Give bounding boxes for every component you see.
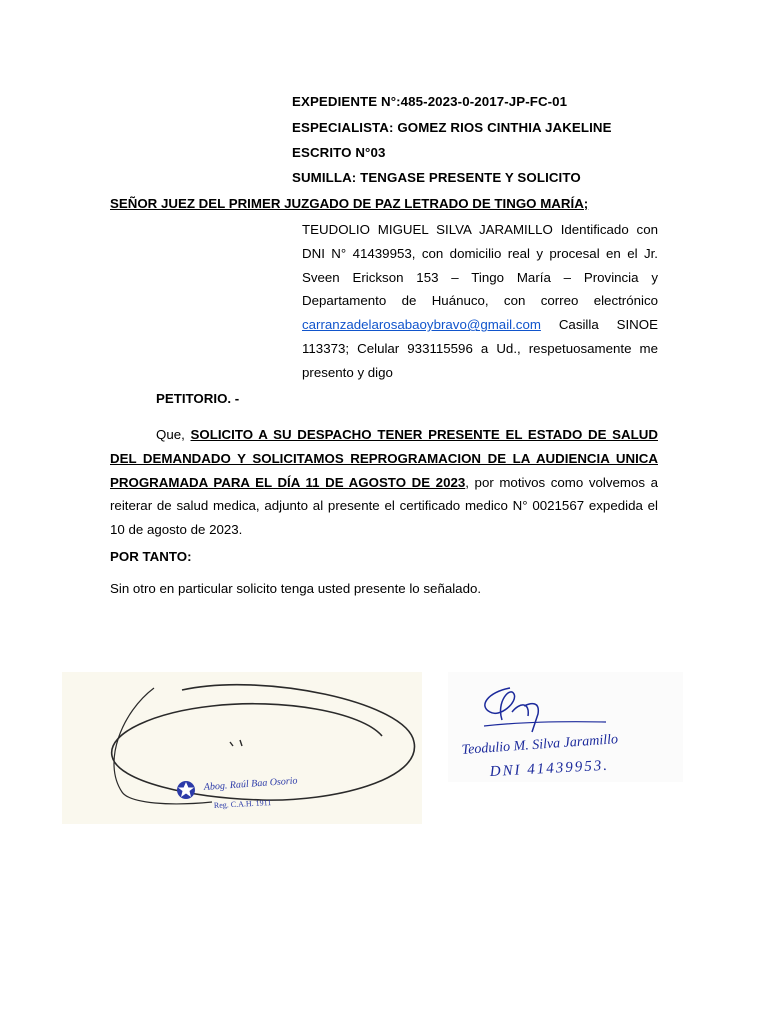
petition-lead: Que, <box>156 427 191 442</box>
signature-dots <box>230 740 242 746</box>
stamp-registration: Reg. C.A.H. 1911 <box>213 798 272 810</box>
stamp-name: Abog. Raúl Baa Osorio <box>203 775 298 793</box>
addressee-line: SEÑOR JUEZ DEL PRIMER JUZGADO DE PAZ LETRADO DE TINGO MARÍA; <box>110 196 589 211</box>
lawyer-signature-image <box>62 672 422 824</box>
closing-sentence: Sin otro en particular solicito tenga usted presente lo señalado. <box>110 581 482 596</box>
intro-text-before: TEUDOLIO MIGUEL SILVA JARAMILLO Identificado con DNI N° 41439953, con domicilio real y procesal en el Jr. Sveen Erickson 153 – Tingo María – Provincia y Departamento de Huánuco, con correo electrónico <box>302 222 658 309</box>
lawyer-signature-block <box>62 672 422 824</box>
client-signature-block <box>448 672 683 782</box>
seal-star-icon <box>177 781 195 799</box>
signature-underline <box>484 722 606 726</box>
intro-paragraph <box>302 218 658 385</box>
case-number: EXPEDIENTE N°:485-2023-0-2017-JP-FC-01 <box>292 94 568 109</box>
email-link[interactable]: carranzadelarosabaoybravo@gmail.com <box>302 317 541 333</box>
writ-number: ESCRITO N°03 <box>292 145 386 160</box>
client-handwritten-dni: DNI 41439953. <box>489 757 610 780</box>
petition-emphasis: SOLICITO A SU DESPACHO TENER PRESENTE EL ESTADO DE SALUD DEL DEMANDADO Y SOLICITAMOS REPROGRAMACION DE LA AUDIENCIA UNICA PROGRAMADA PARA EL DÍA 11 DE AGOSTO DE 2023 <box>110 427 658 490</box>
intro-text-after: Casilla SINOE 113373; Celular 933115596 a Ud., respetuosamente me presento y digo <box>302 317 658 380</box>
petition-rest: , por motivos como volvemos a reiterar de salud medica, adjunto al presente el certificado medico N° 0021567 expedida el 10 de agosto de 2023. <box>110 474 658 538</box>
petition-paragraph <box>110 423 658 542</box>
specialist-line: ESPECIALISTA: GOMEZ RIOS CINTHIA JAKELINE <box>292 120 612 135</box>
summary-line: SUMILLA: TENGASE PRESENTE Y SOLICITO <box>292 170 581 185</box>
therefore-heading: POR TANTO: <box>110 549 192 564</box>
petition-heading: PETITORIO. - <box>156 391 240 406</box>
client-signature-image <box>448 672 683 782</box>
client-handwritten-name: Teodulio M. Silva Jaramillo <box>461 732 619 758</box>
